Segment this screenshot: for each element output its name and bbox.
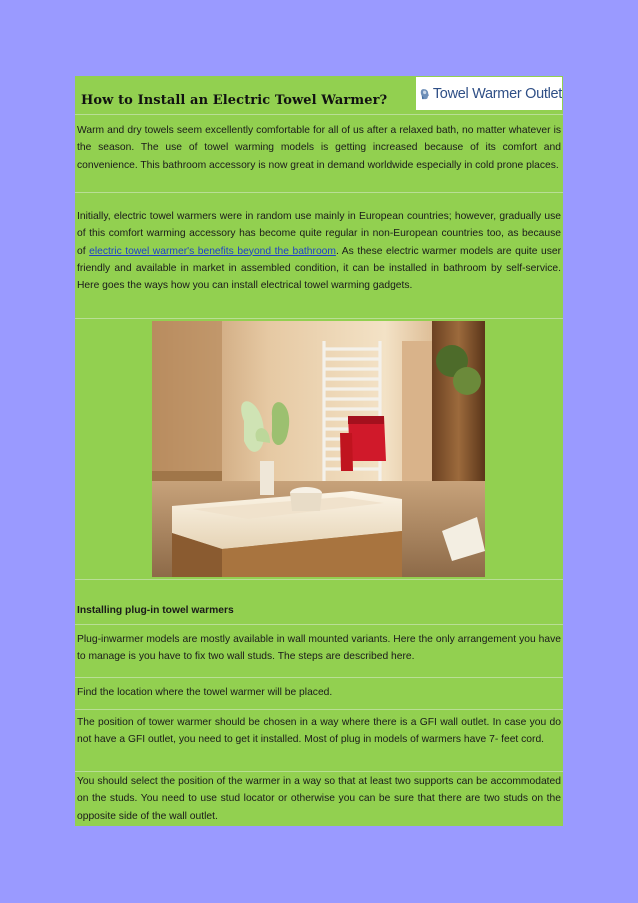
divider: [75, 709, 563, 710]
page-title: How to Install an Electric Towel Warmer?: [81, 93, 388, 108]
header: [75, 76, 563, 114]
divider: [75, 677, 563, 678]
paragraph-text: . As these electric warmer models are quite user friendly and available in market in assembled condition, it can be installed in bathroom by self-service. Here goes the ways how you can install electrical towel warming gadgets.: [77, 245, 562, 292]
paragraph-text: Initially, electric towel warmers were in random use mainly in European countries; however, gradually use of this comfort warming accessory has become quite regular in non-European countries too, as because of: [77, 211, 561, 257]
head-profile-logo-icon: [418, 79, 432, 109]
divider: [75, 192, 563, 193]
bathroom-towel-warmer-photo: [152, 321, 485, 577]
intro-paragraph-2: [77, 208, 561, 294]
divider: [75, 579, 563, 580]
divider: [75, 771, 563, 772]
document-page: [75, 76, 563, 826]
divider: [75, 114, 563, 115]
section-heading: Installing plug-in towel warmers: [77, 605, 234, 616]
benefits-link[interactable]: electric towel warmer's benefits beyond the bathroom: [89, 245, 336, 257]
section-paragraph: The position of tower warmer should be chosen in a way where there is a GFI wall outlet. In case you do not have a GFI outlet, you need to get it installed. Most of plug in models of warmers have 7- feet cord.: [77, 717, 561, 746]
divider: [75, 318, 563, 319]
section-paragraph: You should select the position of the warmer in a way so that at least two supports can be accommodated on the studs. You need to use stud locator or otherwise you can be sure that there are two studs on the opposite side of the wall outlet.: [77, 776, 561, 822]
intro-paragraph: Warm and dry towels seem excellently comfortable for all of us after a relaxed bath, no matter whatever is the season. The use of towel warming models is getting increased because of its comfort and convenience. This bathroom accessory is now great in demand worldwide especially in cold prone places.: [77, 125, 561, 171]
section-paragraph: Find the location where the towel warmer will be placed.: [77, 687, 333, 698]
brand-logo: [416, 77, 562, 110]
logo-text: Towel Warmer Outlet: [432, 85, 562, 102]
section-paragraph: Plug-inwarmer models are mostly available in wall mounted variants. Here the only arrangement you have to manage is you have to fix two wall studs. The steps are described here.: [77, 634, 561, 663]
divider: [75, 624, 563, 625]
